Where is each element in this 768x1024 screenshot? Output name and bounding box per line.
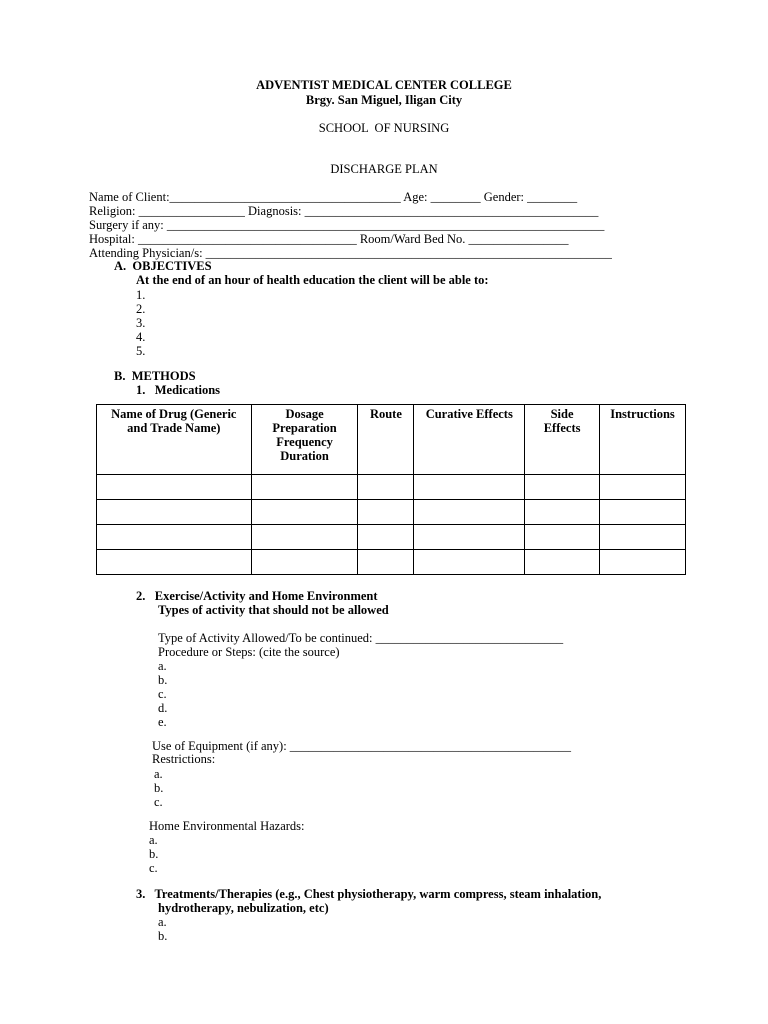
medications-heading: 1. Medications	[136, 383, 221, 397]
restriction-item: b.	[154, 781, 164, 795]
exercise-subheading: Types of activity that should not be allowed	[158, 603, 389, 617]
college-address: Brgy. San Miguel, Iligan City	[305, 93, 463, 107]
activity-allowed-field[interactable]: Type of Activity Allowed/To be continued: ______________________________	[158, 631, 564, 645]
procedure-item: a.	[158, 659, 167, 673]
column-header: Instructions	[600, 405, 686, 475]
column-header: Side Effects	[525, 405, 600, 475]
school-name: SCHOOL OF NURSING	[318, 121, 450, 135]
table-cell[interactable]	[600, 500, 686, 525]
restriction-item: c.	[154, 795, 163, 809]
restriction-item: a.	[154, 767, 163, 781]
table-cell[interactable]	[97, 475, 252, 500]
table-cell[interactable]	[525, 475, 600, 500]
college-name: ADVENTIST MEDICAL CENTER COLLEGE	[256, 78, 512, 92]
table-cell[interactable]	[414, 500, 525, 525]
table-cell[interactable]	[414, 475, 525, 500]
table-row	[97, 550, 686, 575]
table-cell[interactable]	[358, 525, 414, 550]
column-header: Curative Effects	[414, 405, 525, 475]
table-cell[interactable]	[97, 500, 252, 525]
treatment-item: b.	[158, 929, 168, 943]
procedure-item: c.	[158, 687, 167, 701]
hospital-room-field[interactable]: Hospital: ___________________________________ Room/Ward Bed No. ________________	[89, 232, 569, 246]
religion-diagnosis-field[interactable]: Religion: _________________ Diagnosis: _______________________________________________	[89, 204, 599, 218]
procedure-item: e.	[158, 715, 167, 729]
procedure-item: d.	[158, 701, 168, 715]
table-row	[97, 475, 686, 500]
hazard-item: b.	[149, 847, 159, 861]
procedure-label: Procedure or Steps: (cite the source)	[158, 645, 340, 659]
table-cell[interactable]	[251, 475, 358, 500]
table-cell[interactable]	[600, 550, 686, 575]
equipment-field[interactable]: Use of Equipment (if any): _____________________________________________	[152, 739, 572, 753]
column-header: Route	[358, 405, 414, 475]
objective-item: 5.	[136, 344, 146, 358]
table-cell[interactable]	[358, 500, 414, 525]
objective-item: 3.	[136, 316, 146, 330]
table-cell[interactable]	[600, 525, 686, 550]
hazards-label: Home Environmental Hazards:	[149, 819, 305, 833]
surgery-field[interactable]: Surgery if any: ______________________________________________________________________	[89, 218, 605, 232]
column-header: Dosage Preparation Frequency Duration	[251, 405, 358, 475]
objectives-heading: A. OBJECTIVES	[114, 259, 212, 273]
procedure-item: b.	[158, 673, 168, 687]
table-cell[interactable]	[251, 500, 358, 525]
table-cell[interactable]	[525, 525, 600, 550]
objective-item: 1.	[136, 288, 146, 302]
table-cell[interactable]	[600, 475, 686, 500]
client-name-field[interactable]: Name of Client:_____________________________________ Age: ________ Gender: ________	[89, 190, 578, 204]
table-cell[interactable]	[414, 525, 525, 550]
column-header: Name of Drug (Generic and Trade Name)	[97, 405, 252, 475]
medications-table	[96, 404, 686, 575]
table-cell[interactable]	[358, 475, 414, 500]
document-title: DISCHARGE PLAN	[330, 162, 438, 176]
exercise-heading: 2. Exercise/Activity and Home Environment	[136, 589, 378, 603]
table-cell[interactable]	[97, 550, 252, 575]
physician-field[interactable]: Attending Physician/s: _________________________________________________________________	[89, 246, 612, 260]
table-cell[interactable]	[525, 550, 600, 575]
table-row	[97, 500, 686, 525]
objective-item: 2.	[136, 302, 146, 316]
objectives-intro: At the end of an hour of health education the client will be able to:	[136, 273, 489, 287]
table-cell[interactable]	[97, 525, 252, 550]
hazard-item: c.	[149, 861, 158, 875]
table-cell[interactable]	[251, 525, 358, 550]
table-cell[interactable]	[525, 500, 600, 525]
table-cell[interactable]	[251, 550, 358, 575]
methods-heading: B. METHODS	[114, 369, 196, 383]
treatments-heading: 3. Treatments/Therapies (e.g., Chest physiotherapy, warm compress, steam inhalation,	[136, 887, 602, 901]
table-header-row	[97, 405, 686, 475]
treatment-item: a.	[158, 915, 167, 929]
hazard-item: a.	[149, 833, 158, 847]
table-cell[interactable]	[414, 550, 525, 575]
objective-item: 4.	[136, 330, 146, 344]
table-cell[interactable]	[358, 550, 414, 575]
treatments-heading-continued: hydrotherapy, nebulization, etc)	[158, 901, 329, 915]
table-row	[97, 525, 686, 550]
restrictions-label: Restrictions:	[152, 752, 216, 766]
